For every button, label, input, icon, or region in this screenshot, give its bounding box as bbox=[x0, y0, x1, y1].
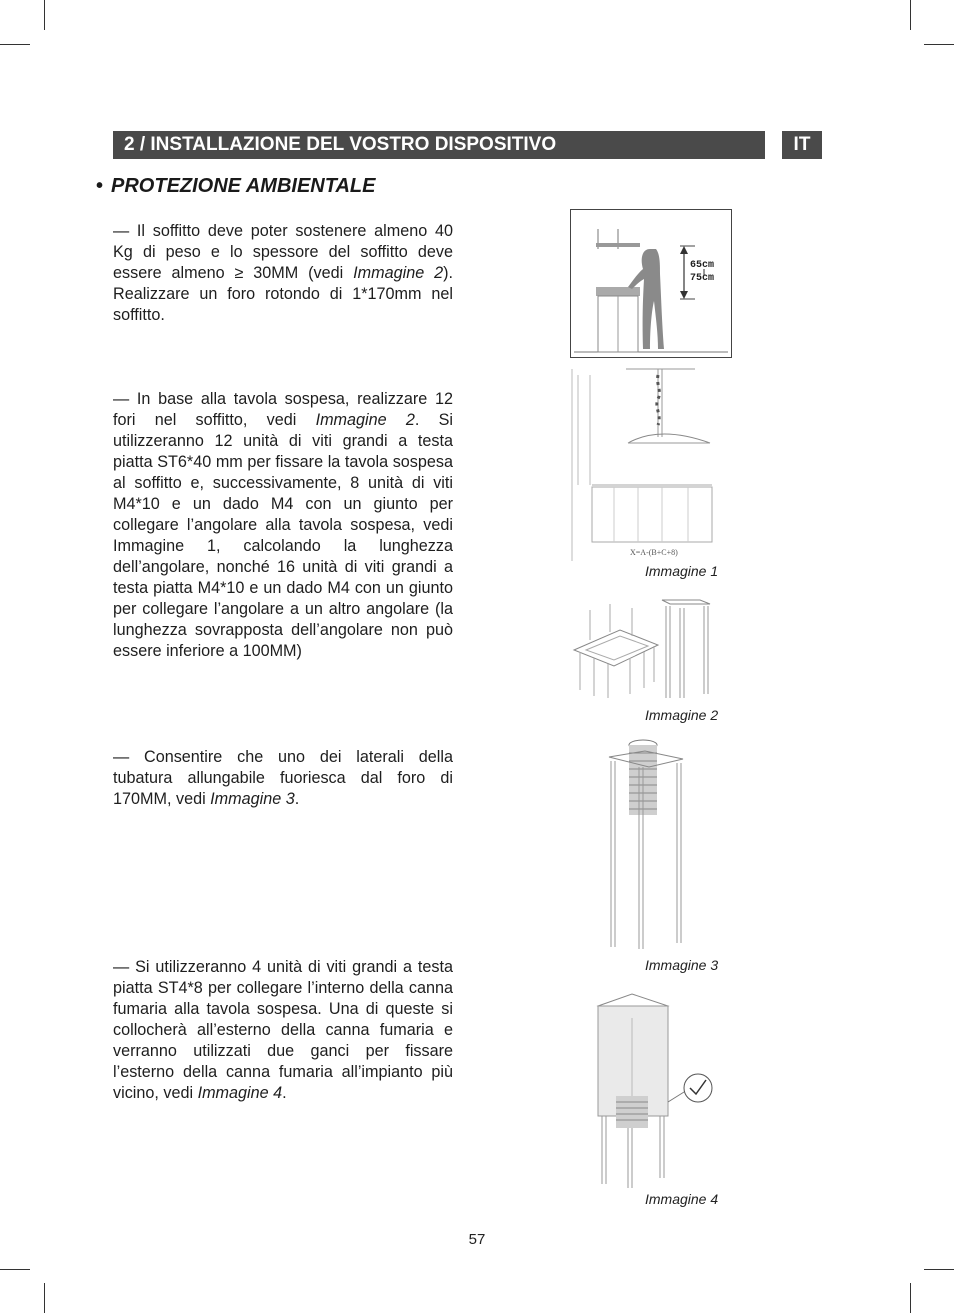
figure-reference: Immagine 2 bbox=[315, 411, 415, 429]
language-badge: IT bbox=[782, 131, 822, 159]
figure-3 bbox=[605, 737, 690, 949]
crop-mark bbox=[0, 1269, 30, 1270]
paragraph-ceiling: — Il soffitto deve poter sostenere almeno 40 Kg di peso e lo spessore del soffitto deve essere almeno ≥ 30MM (vedi Immagine 2). Realizzare un foro rotondo di 1*170mm nel soffitto. bbox=[113, 222, 454, 324]
page-number: 57 bbox=[468, 1231, 486, 1248]
paragraph-chimney: — Si utilizzeranno 4 unità di viti grandi a testa piatta ST4*8 per collegare l’interno della canna fumaria alla tavola sospesa. Una di queste si collocherà all’esterno della canna fumaria e verranno utilizzati due ganci per fissare l’esterno della canna fumaria all’impianto più vicino, vedi Immagine 4. bbox=[113, 958, 453, 1102]
figure-4 bbox=[592, 988, 717, 1188]
figure-reference: Immagine 3 bbox=[210, 790, 295, 808]
paragraph-holes: — In base alla tavola sospesa, realizzare 12 fori nel soffitto, vedi Immagine 2. Si utilizzeranno 12 unità di viti grandi a testa piatta ST6*40 mm per fissare la tavola sospesa al soffitto e, successivamente, 8 unità di viti M4*10 e un dado M4 con un giunto per collegare l’angolare alla tavola sospesa, vedi Immagine 1, calcolando la lunghezza dell’angolare, nonché 16 unità di viti grandi a testa piatta M4*10 e un dado M4 con un giunto per collegare l’angolare a un altro angolare (la lunghezza sovrapposta dell’angolare non può essere inferiore a 100MM) bbox=[113, 390, 454, 660]
height-min-label: 65cm bbox=[690, 260, 715, 271]
figure-2-caption: Immagine 2 bbox=[645, 707, 719, 723]
section-title bbox=[96, 175, 375, 198]
section-title-text: PROTEZIONE AMBIENTALE bbox=[111, 175, 376, 197]
figure-4-caption: Immagine 4 bbox=[645, 1191, 719, 1207]
crop-mark bbox=[910, 0, 911, 30]
figure-1-caption: Immagine 1 bbox=[645, 563, 719, 579]
crop-mark bbox=[910, 1283, 911, 1313]
figure-3-caption: Immagine 3 bbox=[645, 957, 719, 973]
crop-mark bbox=[44, 0, 45, 30]
installation-height-figure bbox=[570, 209, 732, 358]
bullet: • bbox=[96, 175, 104, 197]
height-max-label: 75cm bbox=[690, 273, 715, 284]
crop-mark bbox=[0, 44, 30, 45]
figure-1 bbox=[570, 365, 715, 565]
crop-mark bbox=[924, 44, 954, 45]
section-header: 2 / INSTALLAZIONE DEL VOSTRO DISPOSITIVO bbox=[113, 131, 765, 159]
figure-reference: Immagine 2 bbox=[353, 264, 444, 282]
figure-1-formula: X=A-(B+C+8) bbox=[630, 548, 678, 557]
crop-mark bbox=[924, 1269, 954, 1270]
figure-2 bbox=[570, 590, 720, 702]
crop-mark bbox=[44, 1283, 45, 1313]
figure-reference: Immagine 4 bbox=[197, 1084, 283, 1102]
paragraph-pipe: — Consentire che uno dei laterali della tubatura allungabile fuoriesca dal foro di 170MM, vedi Immagine 3. bbox=[113, 748, 453, 808]
